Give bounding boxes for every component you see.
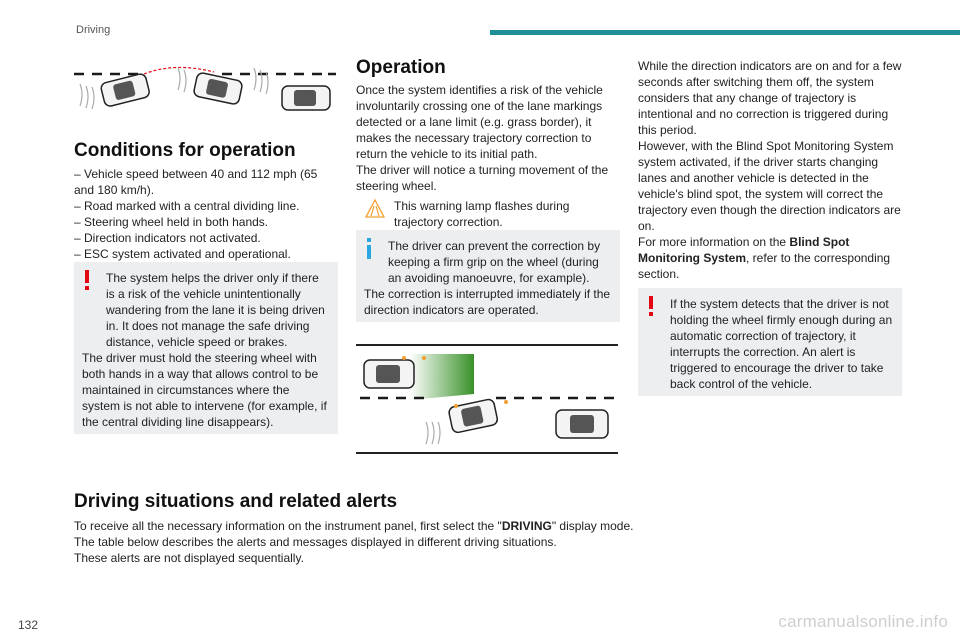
col3-warning-text: If the system detects that the driver is not holding the wheel firmly enough during an automatic correction of trajectory, it interrupts the correction. An alert is triggered to encourage the driver to take back control of the vehicle. (670, 297, 893, 391)
condition-item: – ESC system activated and operational. (74, 247, 291, 261)
info-text: The driver can prevent the correction by keeping a firm grip on the wheel (during an avoiding manoeuvre, for example). (388, 239, 601, 285)
conditions-warning-text: The driver must hold the steering wheel with both hands in a way that allows control to be maintained in circumstances where the system is not able to intervene (for example, if the central dividing line disappears). (82, 351, 327, 429)
warning-exclamation-icon (646, 294, 656, 318)
condition-item: – Road marked with a central dividing line. (74, 199, 300, 213)
blind-spot-link-text: Blind Spot Monitoring System (638, 235, 850, 265)
illustration-top-rule (356, 344, 618, 346)
illustration-bottom-rule (356, 452, 618, 454)
condition-item: – Steering wheel held in both hands. (74, 215, 269, 229)
lane-warning-lamp-icon (364, 198, 386, 220)
operation-info-box (356, 230, 620, 322)
condition-item: – Vehicle speed between 40 and 112 mph (65 and 180 km/h). (74, 167, 318, 197)
col3-paragraph: However, with the Blind Spot Monitoring System system activated, if the driver starts changing lanes and another vehicle is detected in the vehicle's blind spot, the system will correct the trajectory even though the direction indicators are on. (638, 139, 901, 233)
conditions-warning-text: The system helps the driver only if there is a risk of the vehicle unintentionally wandering from the lane it is being driven in. It does not manage the safe driving distance, vehicle speed or brakes. (106, 271, 325, 349)
operation-text (356, 82, 620, 230)
conditions-warning-box (74, 262, 338, 434)
header-section: Driving (76, 24, 111, 36)
info-icon (364, 236, 374, 262)
operation-paragraph: Once the system identifies a risk of the vehicle involuntarily crossing one of the lane markings detected or a lane limit (e.g. grass border), it makes the necessary trajectory correction to return the vehicle to its initial path. (356, 83, 603, 161)
lamp-note: This warning lamp flashes during trajectory correction. (394, 199, 570, 229)
warning-exclamation-icon (82, 268, 92, 292)
conditions-list (74, 166, 340, 262)
more-info-text: For more information on the Blind Spot Monitoring System, refer to the corresponding section. (638, 235, 891, 281)
page-number: 132 (18, 618, 39, 632)
col3-text (638, 58, 904, 282)
conditions-heading: Conditions for operation (74, 140, 296, 161)
lane-drift-illustration (74, 56, 336, 122)
operation-heading: Operation (356, 57, 446, 78)
header-accent-bar (490, 30, 960, 35)
driving-situations-heading: Driving situations and related alerts (74, 491, 398, 512)
info-text: The correction is interrupted immediately if the direction indicators are operated. (364, 287, 611, 317)
driving-intro (74, 518, 894, 566)
driving-line: The table below describes the alerts and messages displayed in different driving situations. (74, 535, 557, 549)
driving-mode-name: DRIVING (501, 519, 552, 533)
col3-paragraph: While the direction indicators are on and for a few seconds after switching them off, the system considers that any change of trajectory is intentional and no correction is triggered during this period. (638, 59, 902, 137)
col3-warning-box (638, 288, 902, 396)
blind-spot-correction-illustration (356, 350, 618, 450)
driving-line: These alerts are not displayed sequentially. (74, 551, 304, 565)
watermark: carmanualsonline.info (778, 612, 948, 631)
condition-item: – Direction indicators not activated. (74, 231, 261, 245)
driving-line: To receive all the necessary information on the instrument panel, first select the "DRIVING" display mode. (74, 519, 634, 533)
operation-paragraph: The driver will notice a turning movement of the steering wheel. (356, 163, 609, 193)
